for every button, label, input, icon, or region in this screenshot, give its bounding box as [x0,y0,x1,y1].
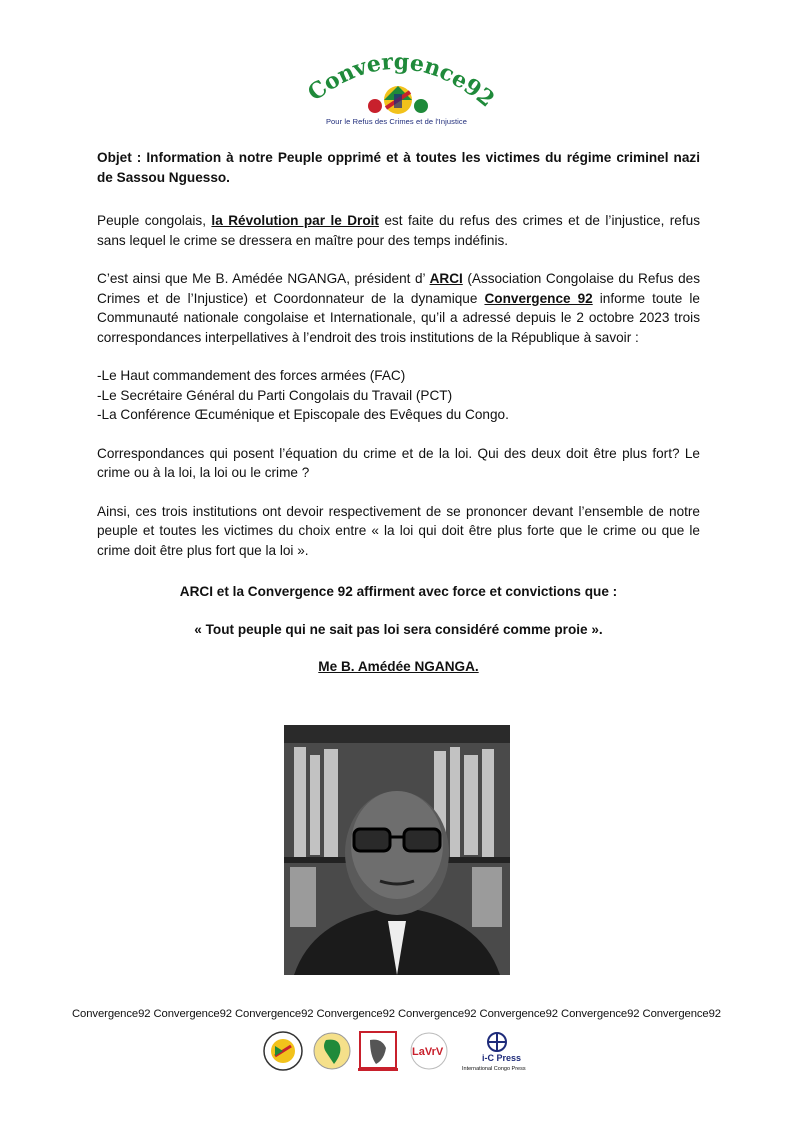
letter-body [97,148,700,677]
list-item: -La Conférence Œcuménique et Episcopale des Evêques du Congo. [97,407,509,422]
icpress-logo-icon [462,1030,532,1072]
icpress-text: i-C Press [482,1053,522,1063]
footer-repeat-line: Convergence92 Convergence92 Convergence92 Convergence92 Convergence92 Convergence92 Convergence92 Convergence92 [72,1008,721,1020]
logo-tagline: Pour le Refus des Crimes et de l'Injustice [325,117,468,126]
seal-logo-icon [262,1030,304,1072]
paragraph-announcement: C’est ainsi que Me B. Amédée NGANGA, président d’ ARCI (Association Congolaise du Refus des Crimes et de l’Injustice) et Coordonnateur de la dynamique Convergence 92 informe toute le Communauté nationale congolaise et Internationale, qu’il a adressé depuis le 2 octobre 2023 trois correspondances interpellatives à l’endroit des trois institutions de la République à savoir : [97,271,700,345]
icpress-subtext: International Congo Press [462,1066,526,1072]
quote: « Tout peuple qui ne sait pas loi sera considéré comme proie ». [194,621,603,637]
list-item: -Le Secrétaire Général du Parti Congolais du Travail (PCT) [97,387,453,403]
signature: Me B. Amédée NGANGA. [318,659,479,674]
convergence-link: Convergence 92 [484,290,593,306]
letter-subject: Objet : Information à notre Peuple opprimé et à toutes les victimes du régime criminel nazi de Sassou Nguesso. [97,150,700,185]
lavrv-text: LaVrV [412,1046,444,1058]
list-item: -Le Haut commandement des forces armées (FAC) [97,368,406,383]
statement: ARCI et la Convergence 92 affirment avec force et convictions que : [179,584,618,599]
logo-text: Convergence92 [303,48,500,113]
partner-logos [262,1030,532,1075]
congo-map-logo-icon [358,1030,398,1072]
revolution-link: la Révolution par le Droit [211,213,379,228]
arci-link: ARCI [429,271,463,286]
paragraph-institutions: Ainsi, ces trois institutions ont devoir respectivement de se prononcer devant l’ensemble de notre peuple et toutes les victimes du choix entre « la loi qui doit être plus forte que le crime ou que le crime doit être plus fort que la loi ». [97,503,700,558]
paragraph-equation: Correspondances qui posent l’équation du crime et de la loi. Qui des deux doit être plus fort? Le crime ou à la loi, la loi ou le crime ? [97,445,700,480]
portrait-photo [284,725,510,975]
paragraph-revolution: Peuple congolais, la Révolution par le Droit est faite du refus des crimes et de l’injustice, refus sans lequel le crime se dressera en maître pour des temps indéfinis. [97,213,700,248]
lavrv-logo-icon [406,1030,452,1072]
africa-map-logo-icon [312,1030,352,1072]
